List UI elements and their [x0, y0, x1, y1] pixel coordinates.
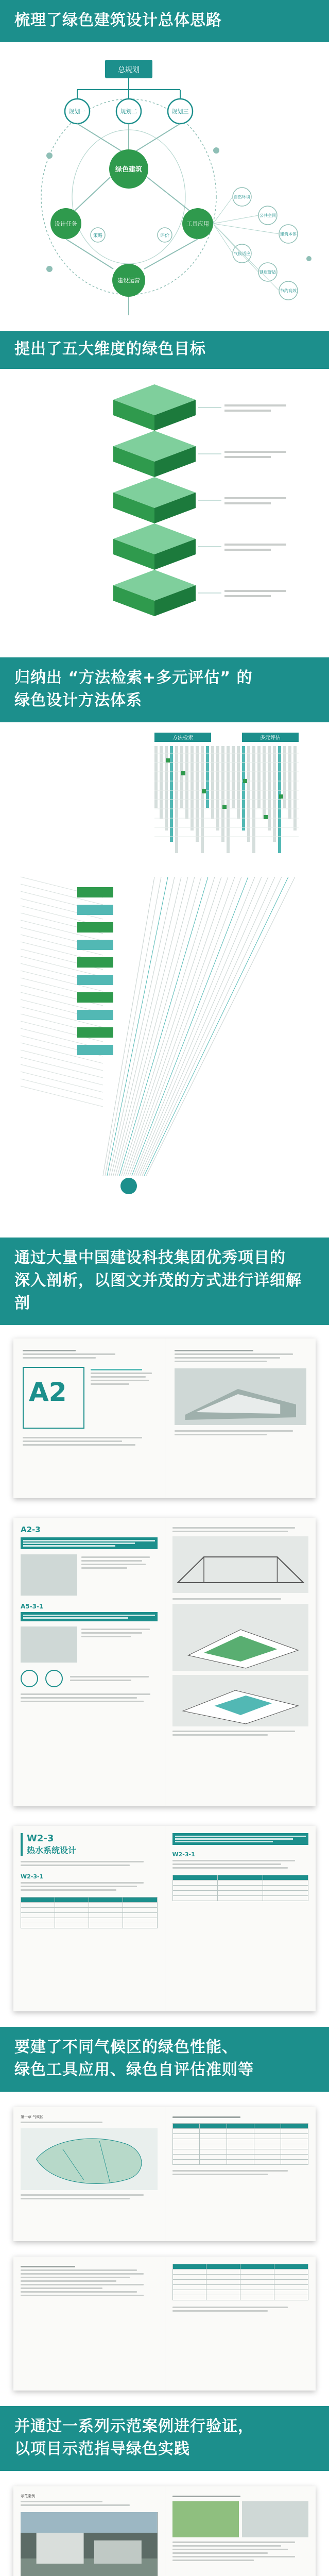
spread-demo	[0, 2471, 329, 2576]
grid-column	[237, 746, 240, 819]
fan-line	[140, 877, 275, 1176]
grid-column	[216, 746, 219, 831]
node-2-label: 规划二	[120, 108, 137, 115]
stack-bar	[77, 922, 113, 933]
method-matrix-svg	[0, 722, 329, 1238]
banner-text: 并通过一系列示范案例进行验证，	[14, 2417, 254, 2435]
fan-line	[142, 877, 282, 1176]
fan-line	[124, 877, 221, 1176]
stack-bar	[77, 940, 113, 950]
right-tag-cluster	[213, 188, 298, 300]
fan-origin-node	[120, 1178, 137, 1194]
grid-column	[191, 746, 194, 831]
grid-column	[232, 746, 235, 808]
spread-w2-3	[0, 1822, 329, 2027]
fan-line	[117, 877, 201, 1176]
stack-bar	[77, 905, 113, 915]
spread-a2	[0, 1325, 329, 1514]
w-highlight	[172, 1833, 309, 1845]
tag-5-label: 健康舒适	[259, 270, 276, 275]
stack-bar	[77, 1010, 113, 1020]
goal-slab-2	[113, 431, 196, 477]
spread-climate-2	[0, 2257, 329, 2406]
left-node-label: 设计任务	[55, 221, 77, 227]
center-node-label: 绿色建筑	[115, 166, 143, 174]
grid-mark	[243, 779, 247, 783]
grid-column	[293, 746, 297, 831]
method-matrix-diagram	[0, 722, 329, 1238]
method-stack	[77, 887, 137, 1194]
tag-2-label: 公共空间	[259, 213, 276, 218]
banner-demo-cases	[0, 2406, 329, 2471]
grid-column	[211, 746, 214, 819]
w-table	[21, 1897, 158, 1928]
w-sub-code: W2-3-1	[21, 1873, 44, 1880]
grid-column	[268, 746, 271, 831]
banner-text: 绿色工具应用、绿色自评估准则等	[14, 2061, 254, 2079]
banner-text: 梳理了绿色建筑设计总体思路	[14, 11, 222, 29]
w-code: W2-3	[27, 1833, 54, 1844]
banner-case-analysis	[0, 1238, 329, 1325]
section-code: A2-3	[21, 1525, 41, 1534]
demo-label: 示范案例	[21, 2494, 35, 2498]
header-right-label: 多元评估	[260, 735, 281, 741]
goals-stack-diagram	[0, 369, 329, 657]
stack-bar	[77, 957, 113, 968]
fan-line	[105, 877, 161, 1176]
fan-line	[122, 877, 215, 1176]
stack-bar	[77, 1045, 113, 1055]
tag-6-label: 节约高效	[280, 289, 297, 293]
goals-stack-svg	[0, 369, 329, 657]
grid-mark	[222, 805, 227, 809]
grid-column	[283, 746, 286, 808]
fan-line	[146, 877, 295, 1176]
banner-climate	[0, 2027, 329, 2092]
fan-line	[144, 877, 288, 1176]
goal-slab-5	[113, 570, 196, 616]
stack-bar	[77, 992, 113, 1003]
grid-column	[242, 746, 245, 831]
grid-column	[288, 746, 291, 819]
header-left-label: 方法检索	[172, 735, 193, 741]
bottom-node-label: 建设运营	[117, 277, 140, 284]
grid-column	[160, 746, 163, 819]
grid-column	[206, 746, 209, 808]
tag-3-label: 建筑本体	[280, 232, 297, 236]
grid-column	[180, 746, 183, 808]
node-1-label: 规划一	[68, 108, 86, 115]
fan-line	[134, 877, 255, 1176]
goal-slab-4	[113, 523, 196, 570]
grid-column	[257, 746, 261, 808]
a2-building-image	[175, 1368, 307, 1425]
a2-big-label: A2	[29, 1377, 67, 1407]
spread-a2-3	[0, 1514, 329, 1822]
demo-photo	[21, 2512, 158, 2576]
climate-label: 第一章 气候区	[21, 2115, 44, 2119]
grid-mark	[166, 758, 170, 762]
banner-text: 提出了五大维度的绿色目标	[14, 340, 206, 358]
banner-five-goals	[0, 331, 329, 369]
grid-mark	[279, 794, 283, 799]
method-fan	[21, 877, 295, 1176]
grid-mark	[181, 771, 185, 775]
goal-slab-1	[113, 384, 196, 431]
tag-1-label: 自然环境	[234, 195, 250, 199]
grid-column	[154, 746, 158, 808]
diagram-image	[21, 1554, 77, 1596]
banner-text: 深入剖析，以图文并茂的方式进行详细解剖	[14, 1272, 302, 1312]
fan-line	[138, 877, 268, 1176]
tip-right-label: 评价	[160, 233, 170, 239]
banner-text: 以项目示范指导绿色实践	[14, 2440, 190, 2458]
top-box-label: 总规划	[118, 66, 140, 74]
fan-line	[109, 877, 175, 1176]
method-grid	[154, 746, 299, 853]
banner-design-thinking	[0, 0, 329, 42]
banner-text: 绿色设计方法体系	[14, 691, 142, 709]
tip-left-label: 策略	[93, 233, 103, 239]
right-node-label: 工具应用	[186, 221, 209, 227]
axon-drawing	[172, 1604, 309, 1671]
fan-line	[111, 877, 181, 1176]
goal-slab-3	[113, 477, 196, 523]
stack-bar	[77, 887, 113, 897]
fan-line	[107, 877, 168, 1176]
stack-bar	[77, 975, 113, 985]
fan-line	[119, 877, 208, 1176]
tag-4-label: 气候适应	[234, 251, 250, 256]
node-3-label: 规划三	[171, 108, 189, 115]
banner-text: 归纳出 “方法检索+多元评估” 的	[14, 669, 253, 687]
grid-mark	[202, 789, 206, 793]
climate-map	[21, 2128, 158, 2190]
a2-big-box	[23, 1367, 84, 1429]
banner-text: 要建了不同气候区的绿色性能、	[14, 2038, 238, 2056]
w-title: 热水系统设计	[27, 1845, 77, 1855]
w-sub-code-2: W2-3-1	[172, 1851, 195, 1858]
highlight-block	[21, 1537, 158, 1549]
w-table-2	[172, 1875, 309, 1901]
banner-text: 通过大量中国建设科技集团优秀项目的	[14, 1249, 286, 1267]
spread-climate	[0, 2092, 329, 2257]
grid-mark	[264, 815, 268, 819]
grid-column	[263, 746, 266, 819]
grid-column	[185, 746, 188, 819]
subsection-code: A5-3-1	[21, 1603, 44, 1610]
fan-line	[132, 877, 248, 1176]
section-drawing	[172, 1536, 309, 1593]
highlight-block-2	[21, 1612, 158, 1621]
flow-diagram-svg	[0, 42, 329, 331]
banner-method-system	[0, 657, 329, 722]
fan-line	[128, 877, 235, 1176]
design-flow-diagram	[0, 42, 329, 331]
stack-bar	[77, 1027, 113, 1038]
